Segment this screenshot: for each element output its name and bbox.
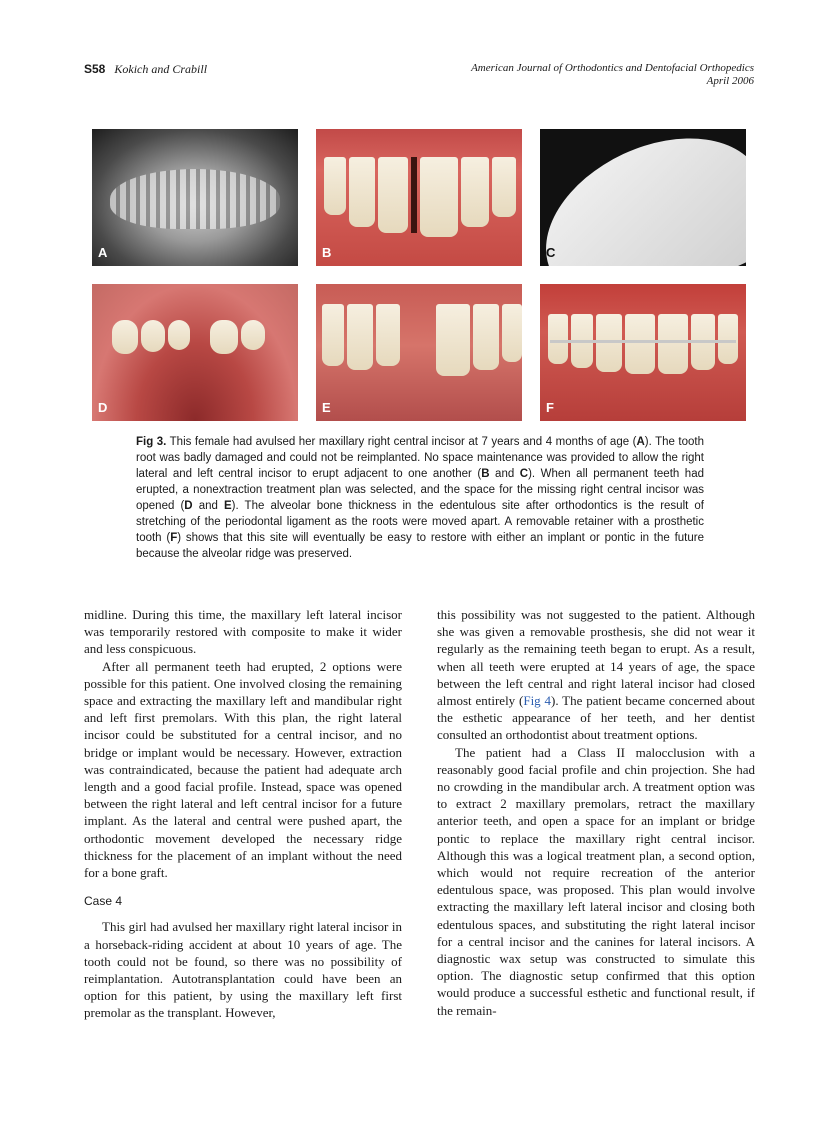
body-text: ). The patient became concerned about the esthetic appearance of her teeth, and her dentist consulted an orthodontist about treatment options. xyxy=(437,693,756,743)
figure-panel-a-xray xyxy=(92,129,298,266)
space-opened-image xyxy=(322,304,522,376)
teeth-image xyxy=(324,157,516,237)
caption-text: and xyxy=(489,468,520,480)
figure-panel-d-occlusal xyxy=(92,284,298,421)
xray-jaw-image xyxy=(110,169,280,229)
caption-ref: B xyxy=(481,468,490,480)
figure-panel-b-teeth xyxy=(316,129,522,266)
issue-date: April 2006 xyxy=(706,75,754,87)
body-paragraph: The patient had a Class II malocclusion with a reasonably good facial profile and chin projection. She had no crowding in the mandibular arch. A treatment option was to extract 2 maxillary premolars, retract the maxillary anterior teeth, and open a space for an implant or bridge pontic to replace the maxillary right central incisor. Although this was a logical treatment plan, a second option, which would not require recreation of the anterior edentulous space, was proposed. This plan would involve extracting the maxillary left lateral incisor and closing both edentulous spaces, and substituting the right lateral incisor for a central incisor and the canines for lateral incisors. A diagnostic wax setup was constructed to simulate this option. The diagnostic setup confirmed that this option would produce a successful esthetic and functional result, if the remain- xyxy=(437,744,755,1018)
page-number: S58 xyxy=(84,62,106,76)
retainer-teeth-image xyxy=(548,314,738,374)
caption-label: Fig 3. xyxy=(136,436,167,448)
dental-cast-image xyxy=(540,129,746,266)
caption-text: ). When all permanent teeth had erupted, a nonextraction treatment plan was selected, and the space for the missing right central incisor was opened ( xyxy=(136,468,704,512)
panel-label-d: D xyxy=(98,400,108,415)
running-header xyxy=(84,62,754,92)
body-paragraph: midline. During this time, the maxillary left lateral incisor was temporarily restored with composite to make it wider and less conspicuous. xyxy=(84,607,402,657)
body-text: this possibility was not suggested to the patient. Although she was given a removable prosthesis, she did not wear it regularly as the remaining teeth began to erupt. As a result, when all teeth were erupted at 14 years of age, the space between the left central and right lateral incisor had closed almost entirely ( xyxy=(437,607,755,709)
occlusal-teeth-image xyxy=(112,320,265,354)
header-left xyxy=(84,62,207,77)
left-column xyxy=(84,606,402,1022)
journal-name: American Journal of Orthodontics and Dentofacial Orthopedics xyxy=(471,62,754,74)
panel-label-f: F xyxy=(546,400,554,415)
panel-label-c: C xyxy=(546,245,556,260)
caption-ref: C xyxy=(519,468,529,480)
caption-ref: F xyxy=(170,532,178,544)
body-paragraph xyxy=(437,606,755,744)
header-right xyxy=(471,62,754,88)
retainer-wire xyxy=(550,340,736,343)
figure-panel-c-cast xyxy=(540,129,746,266)
figure-panel-e-space xyxy=(316,284,522,421)
caption-ref: A xyxy=(636,436,645,448)
caption-ref: E xyxy=(223,500,232,512)
caption-ref: D xyxy=(184,500,193,512)
panel-label-e: E xyxy=(322,400,331,415)
figure-caption xyxy=(136,434,704,562)
body-paragraph: This girl had avulsed her maxillary right lateral incisor in a horseback-riding accident at about 10 years of age. The tooth could not be found, so there was no possibility of reimplantation. Autotransplantation could have been an option for this patient, by using the maxillary left first premolar as the transplant. However, xyxy=(84,919,402,1021)
panel-label-a: A xyxy=(98,245,108,260)
caption-text: ). The alveolar bone thickness in the edentulous site after orthodontics is the result of stretching of the periodontal ligament as the roots were moved apart. A removable retainer with a prosthetic tooth ( xyxy=(136,500,704,544)
caption-text: ). The tooth root was badly damaged and could not be reimplanted. No space maintenance was provided to allow the right lateral and left central incisor to erupt adjacent to one another ( xyxy=(136,436,705,480)
caption-text: ) shows that this site will eventually be easy to restore with either an implant or pontic in the future because the alveolar ridge was preserved. xyxy=(136,532,704,560)
figure-panel-f-retainer xyxy=(540,284,746,421)
running-authors: Kokich and Crabill xyxy=(114,62,208,76)
right-column xyxy=(437,606,755,1019)
section-heading: Case 4 xyxy=(84,894,123,909)
figure-link[interactable]: Fig 4 xyxy=(523,693,552,709)
body-paragraph: After all permanent teeth had erupted, 2 options were possible for this patient. One involved closing the remaining space and extracting the maxillary left and mandibular right and left first premolars. With this plan, the right lateral incisor could be substituted for a central incisor, and no bridge or implant would be necessary. However, extraction was contraindicated, because the patient had adequate arch length and a good facial profile. Instead, space was opened between the right lateral and left central incisor for a future implant. As the lateral and central were pushed apart, the orthodontic movement developed the necessary ridge thickness for the placement of an implant without the need for a bone graft. xyxy=(84,658,402,881)
panel-label-b: B xyxy=(322,245,332,260)
caption-text: and xyxy=(192,500,224,512)
caption-text: This female had avulsed her maxillary right central incisor at 7 years and 4 months of age ( xyxy=(169,436,637,448)
